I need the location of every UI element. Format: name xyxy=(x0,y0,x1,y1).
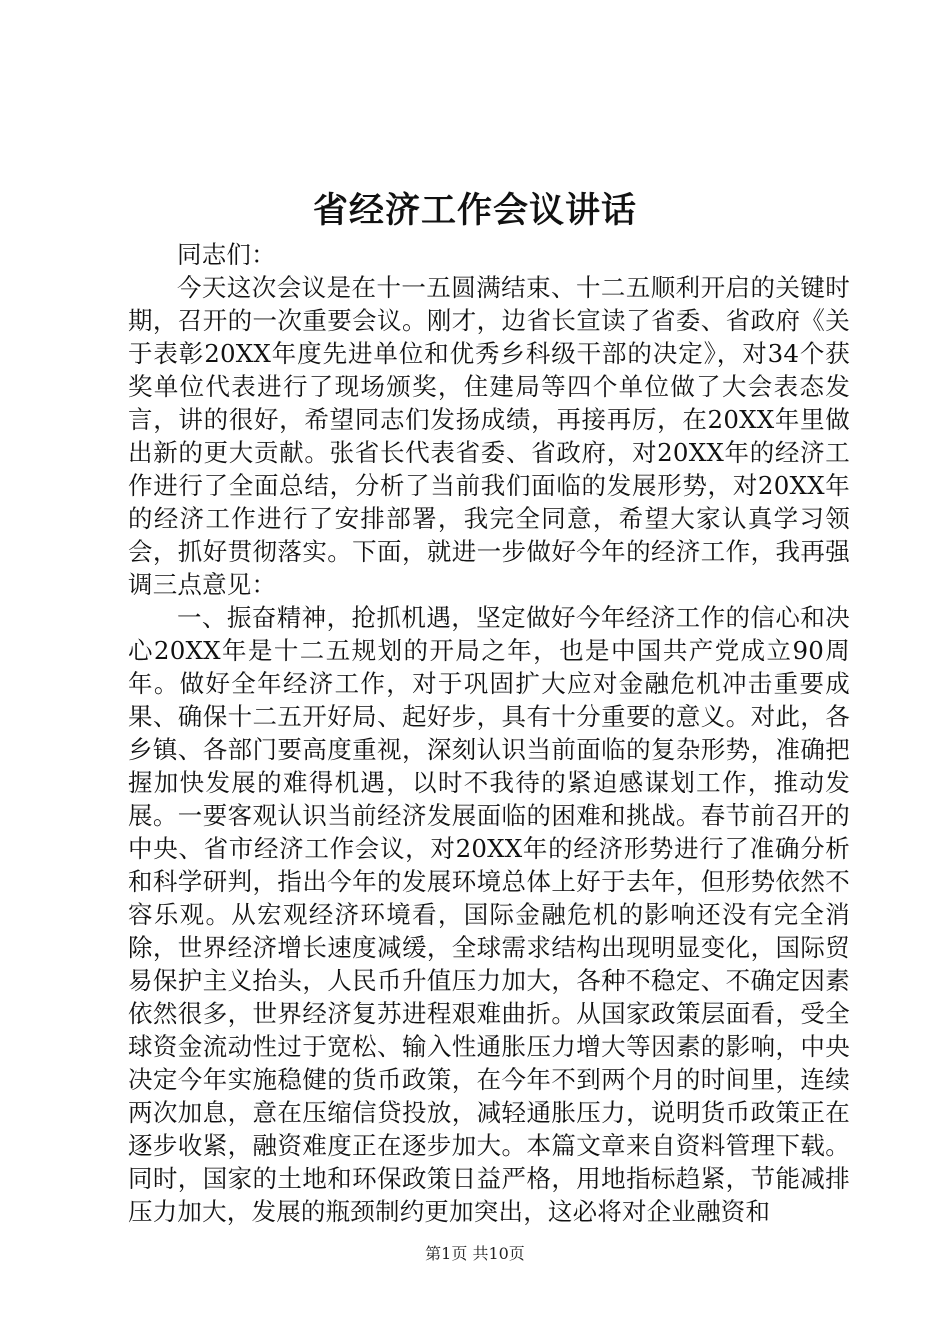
section-one-paragraph: 一、振奋精神，抢抓机遇，坚定做好今年经济工作的信心和决心20XX年是十二五规划的开局之年，也是中国共产党成立90周年。做好全年经济工作，对于巩固扩大应对金融危机冲击重要成果、确保十二五开好局、起好步，具有十分重要的意义。对此，各乡镇、各部门要高度重视，深刻认识当前面临的复杂形势，准确把握加快发展的难得机遇，以时不我待的紧迫感谋划工作，推动发展。一要客观认识当前经济发展面临的困难和挑战。春节前召开的中央、省市经济工作会议，对20XX年的经济形势进行了准确分析和科学研判，指出今年的发展环境总体上好于去年，但形势依然不容乐观。从宏观经济环境看，国际金融危机的影响还没有完全消除，世界经济增长速度减缓，全球需求结构出现明显变化，国际贸易保护主义抬头，人民币升值压力加大，各种不稳定、不确定因素依然很多，世界经济复苏进程艰难曲折。从国家政策层面看，受全球资金流动性过于宽松、输入性通胀压力增大等因素的影响，中央决定今年实施稳健的货币政策，在今年不到两个月的时间里，连续两次加息，意在压缩信贷投放，减轻通胀压力，说明货币政策正在逐步收紧，融资难度正在逐步加大。本篇文章来自资料管理下载。同时，国家的土地和环保政策日益严格，用地指标趋紧，节能减排压力加大，发展的瓶颈制约更加突出，这必将对企业融资和 xyxy=(128,603,850,1226)
opening-paragraph: 今天这次会议是在十一五圆满结束、十二五顺利开启的关键时期，召开的一次重要会议。刚才，边省长宣读了省委、省政府《关于表彰20XX年度先进单位和优秀乡科级干部的决定》，对34个获奖单位代表进行了现场颁奖，住建局等四个单位做了大会表态发言，讲的很好，希望同志们发扬成绩，再接再厉，在20XX年里做出新的更大贡献。张省长代表省委、省政府，对20XX年的经济工作进行了全面总结，分析了当前我们面临的发展形势，对20XX年的经济工作进行了安排部署，我完全同意，希望大家认真学习领会，抓好贯彻落实。下面，就进一步做好今年的经济工作，我再强调三点意见： xyxy=(128,273,850,599)
document-title: 省经济工作会议讲话 xyxy=(312,190,637,231)
salutation-paragraph: 同志们： xyxy=(177,240,276,269)
page-number-footer: 第1页 共10页 xyxy=(425,1244,525,1263)
document-body xyxy=(128,238,850,1228)
